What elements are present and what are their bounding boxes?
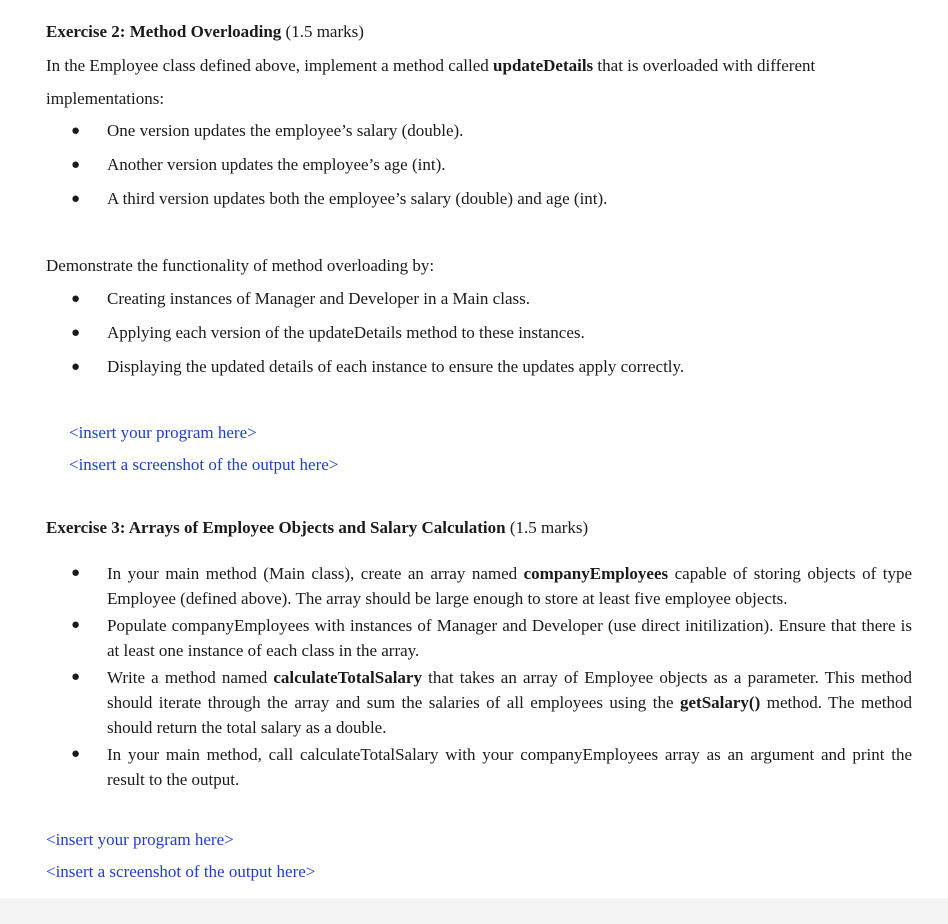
intro-text-end: that is overloaded with different implementations: (46, 56, 816, 108)
list-item-text-end: capable of storing objects of type Employee (defined above). The array should be large enough to store at least five employee objects. (107, 564, 913, 608)
demo-steps-list (0, 282, 948, 384)
bullet-icon: ● (71, 157, 81, 173)
exercise-3-title: Exercise 3: Arrays of Employee Objects and Salary Calculation (46, 518, 506, 537)
list-item (0, 114, 948, 148)
overload-versions-list (0, 114, 948, 216)
list-item (0, 282, 948, 316)
exercise-3-requirements-list (0, 561, 948, 792)
demo-intro: Demonstrate the functionality of method overloading by: (46, 256, 435, 275)
bullet-icon: ● (71, 325, 81, 341)
list-item-text: Applying each version of the updateDetails method to these instances. (107, 323, 585, 342)
list-item-text: Another version updates the employee’s age (int). (107, 155, 446, 174)
exercise-2-marks: (1.5 marks) (285, 22, 364, 41)
exercise-2-title: Exercise 2: Method Overloading (46, 22, 282, 41)
list-item-text: Displaying the updated details of each instance to ensure the updates apply correctly. (107, 357, 685, 376)
company-employees-term: companyEmployees (523, 564, 669, 583)
list-item-text: Creating instances of Manager and Developer in a Main class. (107, 289, 530, 308)
insert-program-placeholder[interactable]: <insert your program here> (69, 423, 257, 442)
list-item-text-middle: that takes an array of Employee objects as a parameter. This method should iterate through the array and sum the salaries of all employees using the (107, 668, 912, 712)
list-item (0, 350, 948, 384)
bullet-icon: ● (71, 123, 81, 139)
bullet-icon: ● (71, 617, 81, 633)
list-item (0, 182, 948, 216)
list-item-text: In your main method (Main class), create an array named (107, 564, 524, 583)
exercise-2-heading (46, 22, 364, 42)
insert-program-placeholder[interactable]: <insert your program here> (46, 830, 234, 849)
list-item-text: One version updates the employee’s salary (double). (107, 121, 464, 140)
list-item-text: Write a method named (107, 668, 274, 687)
bullet-icon: ● (71, 565, 81, 581)
list-item-text: Populate companyEmployees with instances of Manager and Developer (use direct initilization). Ensure that there is at least one instance of each class in the array. (107, 616, 912, 660)
bullet-icon: ● (71, 669, 81, 685)
list-item-text: In your main method, call calculateTotalSalary with your companyEmployees array as an argument and print the result to the output. (107, 745, 912, 789)
intro-text: In the Employee class defined above, implement a method called (46, 56, 494, 75)
exercise-3-heading (46, 518, 588, 538)
calculate-total-salary-term: calculateTotalSalary (273, 668, 422, 687)
bullet-icon: ● (71, 291, 81, 307)
bullet-icon: ● (71, 746, 81, 762)
exercise-3-marks: (1.5 marks) (509, 518, 589, 537)
list-item (0, 561, 912, 611)
insert-screenshot-placeholder[interactable]: <insert a screenshot of the output here> (46, 862, 316, 881)
list-item-text: A third version updates both the employee’s salary (double) and age (int). (107, 189, 608, 208)
insert-screenshot-placeholder[interactable]: <insert a screenshot of the output here> (69, 455, 339, 474)
list-item (0, 148, 948, 182)
update-details-term: updateDetails (493, 56, 594, 75)
page-bottom-margin (0, 898, 948, 924)
bullet-icon: ● (71, 359, 81, 375)
bullet-icon: ● (71, 191, 81, 207)
list-item (0, 665, 912, 740)
get-salary-term: getSalary() (679, 693, 761, 712)
list-item-text-end: method. The method should return the total salary as a double. (107, 693, 913, 737)
list-item (0, 742, 912, 792)
list-item (0, 613, 912, 663)
list-item (0, 316, 948, 350)
exercise-2-intro (46, 49, 906, 115)
